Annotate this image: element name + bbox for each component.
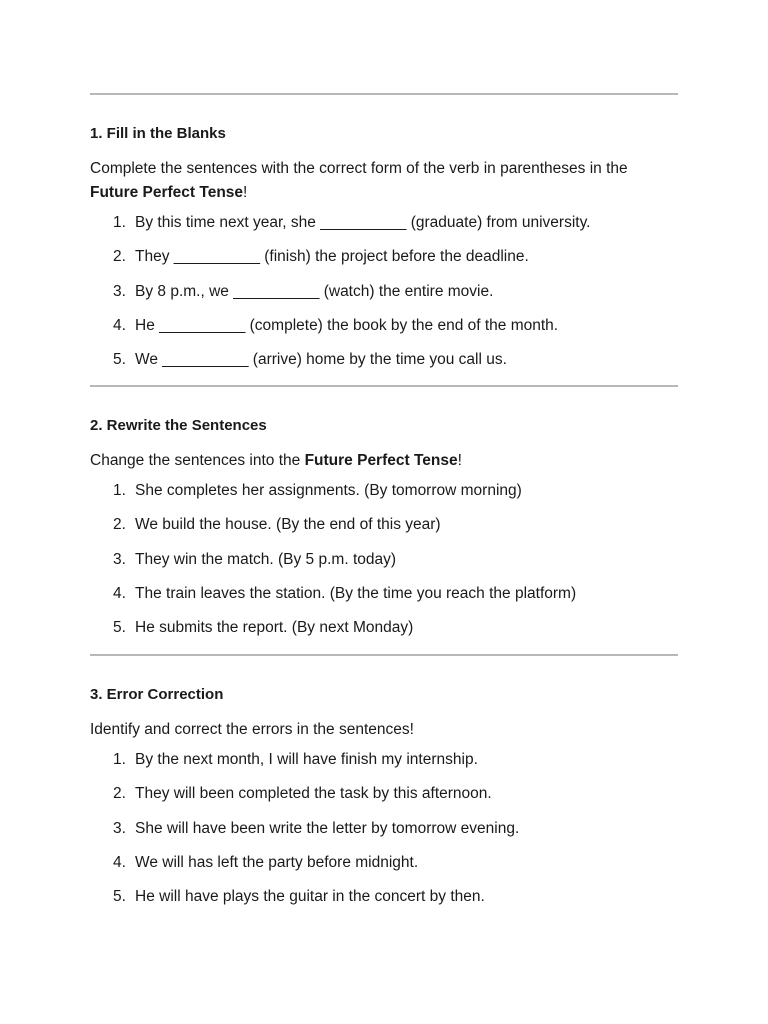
section-heading: 1. Fill in the Blanks — [90, 125, 226, 142]
item-text: The train leaves the station. (By the time you reach the platform) — [135, 584, 577, 602]
item-text: We build the house. (By the end of this year) — [135, 516, 441, 534]
list-item — [90, 247, 690, 281]
item-text: He submits the report. (By next Monday) — [135, 619, 414, 637]
item-number: 3. — [113, 282, 126, 300]
item-text: He __________ (complete) the book by the end of the month. — [135, 316, 559, 334]
section-instructions — [90, 157, 670, 205]
exercise-list — [90, 481, 690, 652]
instructions-bold-text: Future Perfect Tense — [90, 184, 244, 201]
exercise-list — [90, 750, 690, 921]
item-number: 3. — [113, 550, 126, 568]
section-fill-in-blanks — [90, 124, 690, 384]
item-number: 5. — [113, 351, 126, 369]
item-text: They __________ (finish) the project before the deadline. — [135, 248, 529, 266]
item-text: He will have plays the guitar in the concert by then. — [135, 888, 485, 906]
item-number: 4. — [113, 853, 126, 871]
item-number: 5. — [113, 888, 126, 906]
list-item — [90, 784, 690, 818]
item-text: She will have been write the letter by tomorrow evening. — [135, 819, 520, 837]
list-item — [90, 887, 690, 921]
item-number: 2. — [113, 785, 126, 803]
item-number: 3. — [113, 819, 126, 837]
divider-top — [90, 93, 678, 95]
instructions-end-text: ! — [243, 184, 248, 201]
divider-2 — [90, 654, 678, 656]
list-item — [90, 316, 690, 350]
item-number: 1. — [113, 751, 126, 768]
item-number: 4. — [113, 584, 126, 602]
item-number: 2. — [113, 248, 126, 266]
section-error-correction — [90, 685, 690, 921]
list-item — [90, 853, 690, 887]
list-item — [90, 819, 690, 853]
list-item — [90, 550, 690, 584]
item-number: 1. — [113, 214, 126, 231]
list-item — [90, 350, 690, 384]
list-item — [90, 282, 690, 316]
list-item — [90, 213, 690, 247]
section-instructions — [90, 718, 690, 742]
section-rewrite-sentences — [90, 416, 690, 652]
list-item — [90, 618, 690, 652]
item-number: 5. — [113, 619, 126, 637]
instructions-bold-text: Future Perfect Tense — [304, 452, 458, 469]
list-item — [90, 515, 690, 549]
section-instructions — [90, 449, 690, 473]
item-text: By this time next year, she __________ (graduate) from university. — [135, 214, 591, 231]
item-text: They will been completed the task by this afternoon. — [135, 785, 492, 803]
item-number: 1. — [113, 482, 126, 499]
item-text: We __________ (arrive) home by the time you call us. — [135, 351, 507, 369]
section-heading: 2. Rewrite the Sentences — [90, 417, 267, 434]
divider-1 — [90, 385, 678, 387]
exercise-list — [90, 213, 690, 384]
list-item — [90, 584, 690, 618]
list-item — [90, 750, 690, 784]
instructions-text: Change the sentences into the — [90, 452, 305, 469]
list-item — [90, 481, 690, 515]
item-number: 4. — [113, 316, 126, 334]
section-heading: 3. Error Correction — [90, 686, 224, 703]
item-text: They win the match. (By 5 p.m. today) — [135, 550, 397, 568]
item-number: 2. — [113, 516, 126, 534]
item-text: We will has left the party before midnight. — [135, 853, 419, 871]
item-text: By the next month, I will have finish my internship. — [135, 751, 478, 768]
item-text: By 8 p.m., we __________ (watch) the entire movie. — [135, 282, 494, 300]
instructions-end-text: ! — [457, 452, 462, 469]
instructions-text: Complete the sentences with the correct form of the verb in parentheses in the — [90, 160, 628, 177]
instructions-text: Identify and correct the errors in the sentences! — [90, 721, 414, 738]
item-text: She completes her assignments. (By tomorrow morning) — [135, 482, 522, 499]
